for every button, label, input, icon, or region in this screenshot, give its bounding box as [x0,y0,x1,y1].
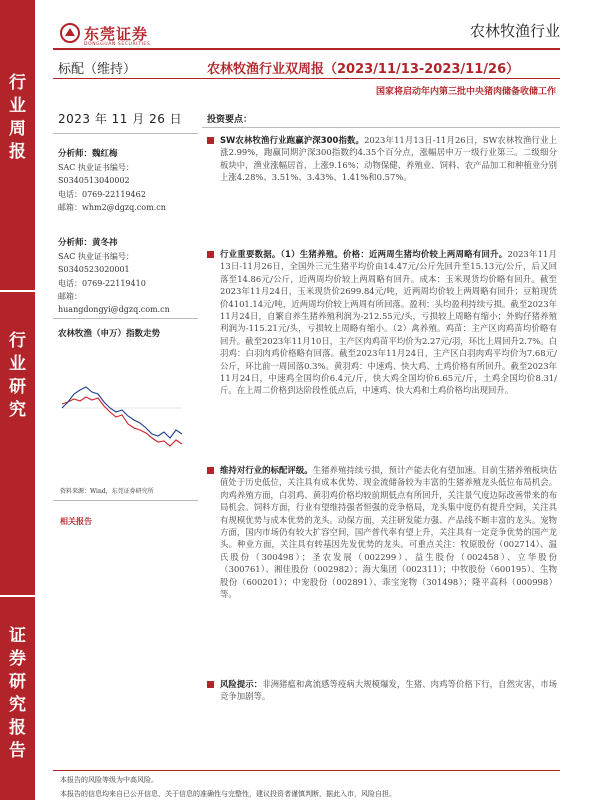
rating-label: 标配（维持） [58,62,137,77]
investment-highlights-heading: 投资要点： [207,115,253,125]
report-date: 2023 年 11 月 26 日 [58,112,183,126]
highlight-lead: SW农林牧渔行业跑赢沪深300指数。 [220,135,365,145]
highlight-item [207,134,557,184]
side-label-char: 行 [9,331,26,351]
report-title: 农林牧渔行业双周报（2023/11/13-2023/11/26） [207,62,520,77]
bullet-square-icon [207,251,214,258]
analyst-email[interactable]: huangdongyi@dgzq.com.cn [58,305,170,315]
side-label-char: 报 [9,142,26,162]
analyst-email-label: 邮箱： [58,291,82,301]
side-label-research-text [0,330,35,422]
side-label-char: 行 [9,73,26,93]
analyst-phone: 电话：0769-22119462 [58,189,146,199]
bullet-square-icon [207,467,214,474]
related-reports-label: 相关报告 [60,517,92,526]
side-label-char: 究 [9,400,26,420]
analyst-card [58,237,194,316]
brand-name-en: DONGGUAN SECURITIES [84,42,151,47]
index-trend-chart-svg [58,342,186,474]
side-label-weekly [0,72,35,164]
side-label-report-text [0,625,35,763]
side-label-char: 周 [9,119,26,139]
disclaimer-note: 本报告的信息均来自已公开信息，关于信息的准确性与完整性，建议投资者谨慎判断，据此入市，风险自担。 [60,790,396,798]
left-divider [53,500,198,501]
side-label-char: 究 [9,695,26,715]
analyst-cert-label: SAC 执业证书编号： [58,252,134,262]
side-label-char: 报 [9,718,26,738]
highlight-lead: 风险提示： [220,679,263,689]
analyst-cert-number: S0340513040002 [58,176,130,186]
analyst-cert-number: S0340523020001 [58,265,130,275]
brand-name: 东莞证券 [84,25,149,43]
analyst-card [58,148,194,214]
side-label-char: 证 [9,626,26,646]
chart-series-line [62,397,182,446]
report-subtitle: 国家将启动年内第三批中央猪肉储备收储工作 [375,87,556,97]
analyst-email[interactable]: 邮箱：whm2@dgzq.com.cn [58,202,166,212]
highlight-text [220,248,557,397]
footer-divider [53,770,560,771]
highlight-lead: 行业重要数据。（1）生猪养殖。价格：近两周生猪均价较上两周略有回升。 [220,249,508,259]
bullet-square-icon [207,681,214,688]
highlight-text [220,464,557,600]
header-divider [53,48,560,50]
side-label-char: 业 [9,96,26,116]
highlight-item [207,464,557,600]
highlight-body: 非洲猪瘟和禽流感等疫病大规模爆发，生猪、肉鸡等价格下行，自然灾害，市场竞争加剧等。 [220,679,558,702]
highlight-lead: 维持对行业的标配评级。 [220,465,313,475]
highlight-item [207,678,557,703]
highlight-body: 2023年11月13日-11月26日，SW农林牧渔行业上涨2.99%，跑赢同期沪深300指数约4.35个百分点，涨幅居申万一级行业第三。二级细分板块中，渔业涨幅居首，上涨9.16%；动物保健、养殖业、饲料、农产品加工和种植业分别上涨4.28%、3.51%、3.43%、1.41%和0.57%。 [220,135,557,183]
highlight-body: 2023年11月13日-11月26日，全国外三元生猪平均价由14.47元/公斤先回升至15.13元/公斤，后又回落至14.86元/公斤，近两周均价较上两周略有回升。成本：玉米现货均价略有回升。截至2023年11月24日，玉米现货价2699.84元/吨，近两周均价较上两周略有回升；豆粕现货价4101.14元/吨，近两周均价较上两周有所回落。盈利：头均盈利持续亏损。截至2023年11月24日，自繁自养生猪养殖利润为-212.55元/头，亏损较上周略有缩小；外购仔猪养殖利润为-115.21元/头，亏损较上周略有缩小。（2）禽养殖。鸡苗：主产区肉鸡苗均价略有回升。截至2023年11月10日，主产区肉鸡苗平均价为2.27元/羽，环比上周回升2.7%。白羽鸡：白羽肉鸡价格略有回落。截至2023年11月24日，主产区白羽肉鸡平均价为7.68元/公斤，环比前一周回落0.3%。黄羽鸡：中速鸡、快大鸡、土鸡价格有所回升。截至2023年11月24日，中速鸡全国均价6.4元/斤，快大鸡全国均价6.65元/斤，土鸡全国均价8.31/斤。在上周二价格到达阶段性低点后，中速鸡、快大鸡和土鸡价格均出现回升。 [220,249,557,396]
analyst-phone: 电话：0769-22119410 [58,278,146,288]
side-label-char: 券 [9,649,26,669]
risk-level-note: 本报告的风险等级为中高风险。 [60,776,158,784]
left-divider [53,133,198,134]
side-separator [0,595,35,597]
analyst-name: 分析师：魏红梅 [58,149,118,159]
side-label-research [0,330,35,422]
side-label-weekly-text [0,72,35,164]
side-label-char: 研 [9,672,26,692]
brand-logo-icon [60,23,80,43]
analyst-name: 分析师：黄冬祎 [58,238,118,248]
highlight-text [220,134,557,184]
industry-name: 农林牧渔行业 [469,22,560,40]
highlight-item [207,248,557,397]
title-divider [53,78,560,79]
highlight-text [220,678,557,703]
side-separator [0,290,35,292]
side-label-char: 告 [9,741,26,761]
bullet-square-icon [207,137,214,144]
analyst-cert-label: SAC 执业证书编号： [58,163,134,173]
highlight-body: 生猪养殖持续亏损，预计产能去化有望加速。目前生猪养殖板块估值处于历史低位，关注具有成本优势、现金流储备较为丰富的生猪养殖龙头低位布局机会。肉鸡养殖方面，白羽鸡、黄羽鸡价格均较前期低点有所回升，关注景气度边际改善带来的布局机会。饲料方面，行业有望维持强者恒强的竞争格局，龙头集中度仍有提升空间，关注具有规模优势与成本优势的龙头。动保方面，关注研发能力强、产品线不断丰富的龙头。宠物方面，国内市场仍有较大扩容空间，国产普代率有望上升，关注具有一定竞争优势的国产龙头。种业方面，关注具有转基因先发优势的龙头。可重点关注：牧原股份（002714）、温氏股份（300498）；圣农发展（002299）、益生股份（002458）、立华股份（300761）、湘佳股份（002982）；海大集团（002311）；中牧股份（600195）、生物股份（600201）；中宠股份（002891）、乖宝宠物（301498）；隆平高科（000998）等。 [220,465,558,600]
chart-source: 资料来源：Wind，东莞证券研究所 [60,488,154,495]
side-label-char: 业 [9,354,26,374]
chart-series-line [62,387,182,438]
index-chart-title: 农林牧渔（申万）指数走势 [58,329,161,339]
side-label-char: 研 [9,377,26,397]
left-divider [53,318,198,319]
side-label-report [0,625,35,763]
index-trend-chart [58,342,186,474]
right-divider [202,127,560,128]
